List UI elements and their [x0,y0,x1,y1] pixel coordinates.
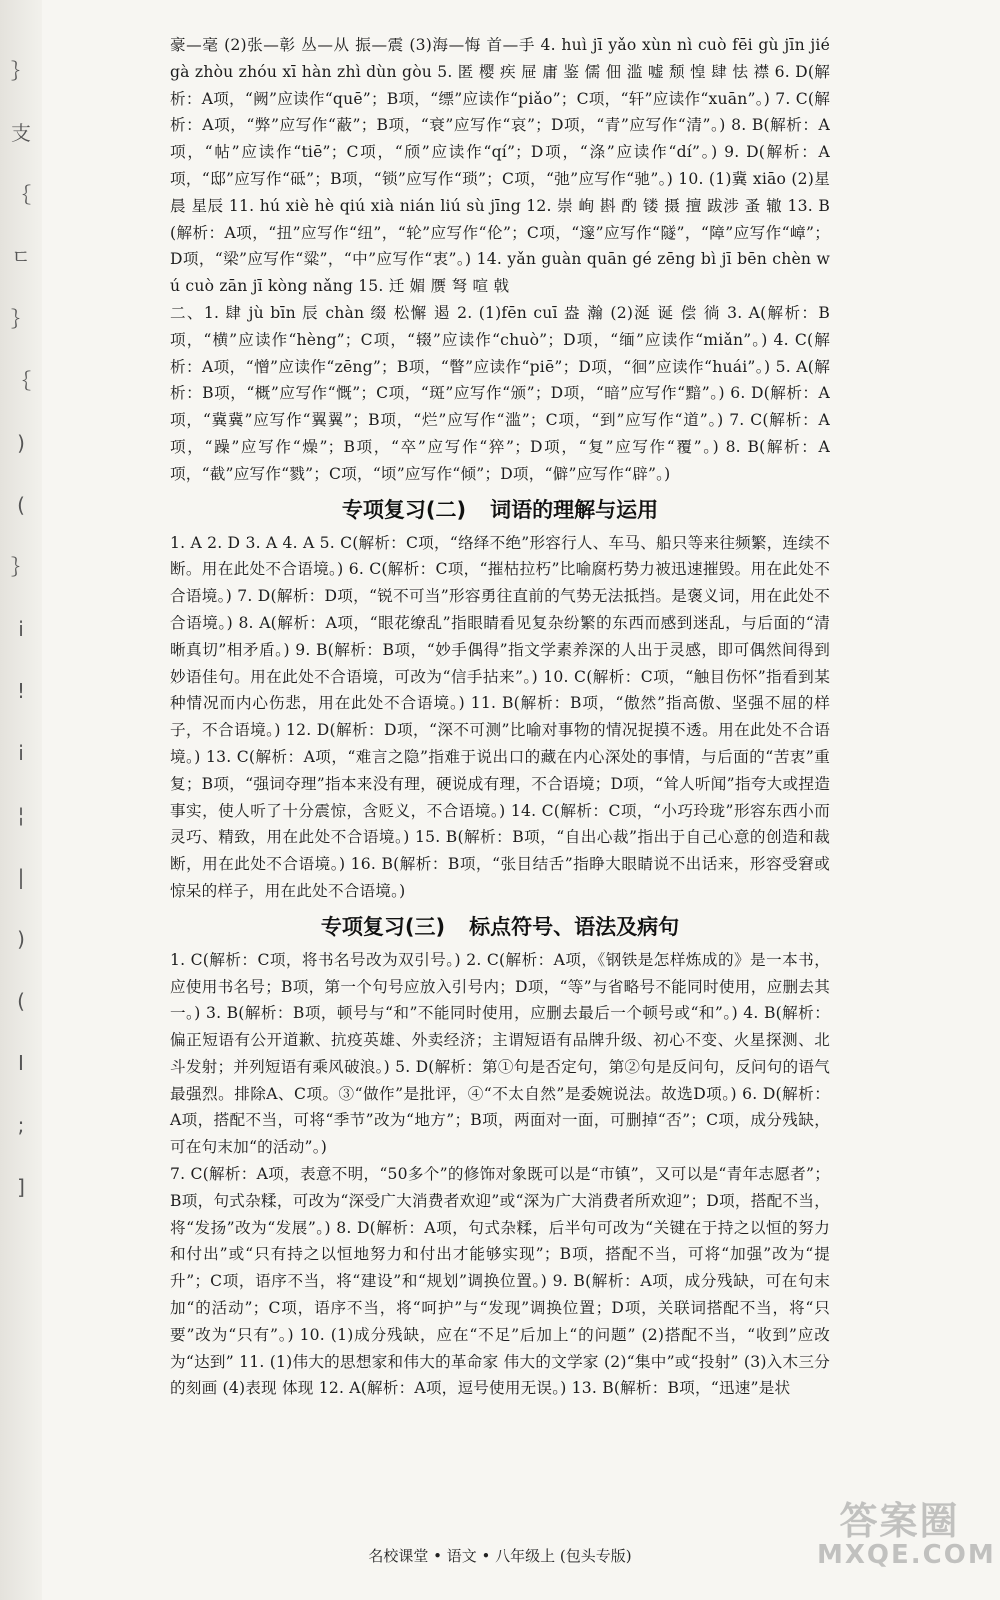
margin-mark: ¦ [17,803,25,827]
margin-mark: ( [17,493,25,517]
margin-mark: ｝ [11,59,31,83]
section-title: 标点符号、语法及病句 [469,914,680,939]
margin-mark: | [17,865,25,889]
answer-paragraph: 7. C(解析：A项，表意不明，“50多个”的修饰对象既可以是“市镇”，又可以是“青年志愿者”；B项，句式杂糅，可改为“深受广大消费者欢迎”或“深为广大消费者所欢迎”；D项，搭配不当，将“发扬”改为“发展”。) 8. D(解析：A项，句式杂糅，后半句可改为“关键在于持之以恒的努力和付出”或“只有持之以恒地努力和付出才能够实现”；B项，搭配不当，可将“加强”改为“提升”；C项，语序不当，将“建设”和“规划”调换位置。) 9. B(解析：A项，成分残缺，可在句末加“的活动”；C项，语序不当，将“呵护”与“发现”调换位置；D项，关联词搭配不当，将“只要”改为“只有”。) 10. (1)成分残缺，应在“不足”后加上“的问题” (2)搭配不当，“收到”应改为“达到” 11. (1)伟大的思想家和伟大的革命家 伟大的文学家 (2)“集中”或“投射” (3)入木三分 的刻画 (4)表现 体现 12. A(解析：A项，逗号使用无误。) 13. B(解析：B项，“迅速”是状 [170,1165,830,1398]
answer-paragraph: 二、1. 肆 jù bīn 辰 chàn 缀 松懈 遏 2. (1)fēn cuī 盎 瀚 (2)涎 诞 偿 徜 3. A(解析：B项，“横”应读作“hèng”；C项，“辍”应读作“chuò”；D项，“缅”应读作“miǎn”。) 4. C(解析：A项，“憎”应读作“zēng”；B项，“瞥”应读作“piē”；D项，“徊”应读作“huái”。) 5. A(解析：B项，“概”应写作“慨”；C项，“斑”应写作“颁”；D项，“暗”应写作“黯”。) 6. D(解析：A项，“冀冀”应写作“翼翼”；B项，“烂”应写作“滥”；C项，“到”应写作“道”。) 7. C(解析：A项，“躁”应写作“燥”；B项，“卒”应写作“猝”；D项，“复”应写作“覆”。) 8. B(解析：A项，“截”应写作“戮”；C项，“顷”应写作“倾”；D项，“僻”应写作“辟”。) [170,303,830,483]
margin-mark: i [18,617,24,641]
watermark-logo [817,1490,996,1578]
margin-mark: I [18,1051,24,1075]
section-title: 词语的理解与运用 [490,497,659,522]
margin-mark: ｝ [11,307,31,331]
margin-mark: ! [16,679,26,703]
margin-mark: ｝ [11,555,31,579]
answer-paragraph: 1. A 2. D 3. A 4. A 5. C(解析：C项，“络绎不绝”形容行人、车马、船只等来往频繁，连续不断。用在此处不合语境。) 6. C(解析：C项，“摧枯拉朽”比喻腐朽势力被迅速摧毁。用在此处不合语境。) 7. D(解析：D项，“锐不可当”形容勇往直前的气势无法抵挡。是褒义词，用在此处不合语境。) 8. A(解析：A项，“眼花缭乱”指眼睛看见复杂纷繁的东西而感到迷乱，与后面的“清晰真切”相矛盾。) 9. B(解析：B项，“妙手偶得”指文学素养深的人出于灵感，即可偶然间得到妙语佳句。用在此处不合语境，可改为“信手拈来”。) 10. C(解析：C项，“触目伤怀”指看到某种情况而内心伤悲，用在此处不合语境。) 11. B(解析：B项，“傲然”指高傲、坚强不屈的样子，不合语境。) 12. D(解析：D项，“深不可测”比喻对事物的情况捉摸不透。用在此处不合语境。) 13. C(解析：A项，“难言之隐”指难于说出口的藏在内心深处的事情，与后面的“苦衷”重复；B项，“强词夺理”指本来没有理，硬说成有理，不合语境；D项，“耸人听闻”指夸大或捏造事实，使人听了十分震惊，含贬义，不合语境。) 14. C(解析：C项，“小巧玲珑”形容东西小而灵巧、精致，用在此处不合语境。) 15. B(解析：B项，“自出心裁”指出于自己心意的创造和裁断，用在此处不合语境。) 16. B(解析：B项，“张目结舌”指睁大眼睛说不出话来，形容受窘或惊呆的样子，用在此处不合语境。) [170,533,830,900]
watermark-url: MXQE.COM [817,1540,996,1570]
section-number: 专项复习(三) [320,914,446,939]
margin-marks [10,40,32,1218]
answer-page [170,32,830,1402]
section-number: 专项复习(二) [341,497,467,522]
section-heading [170,494,830,526]
margin-mark: ｛ [11,183,31,207]
watermark-text: 答案圈 [839,1499,960,1543]
margin-mark: ) [17,927,25,951]
binding-margin [0,0,42,1600]
margin-mark: ] [17,1175,25,1199]
section-heading [170,911,830,943]
margin-mark: i [18,741,24,765]
margin-mark: ( [17,989,25,1013]
section-2 [170,530,830,905]
margin-mark: ｛ [11,369,31,393]
answer-paragraph: 豪—毫 (2)张—彰 丛—从 振—震 (3)海—悔 首—手 4. huì jī yǎo xùn nì cuò fēi gù jīn jié gà zhòu zhóu xī hàn zhì dùn gòu 5. 匿 樱 疾 屉 庸 鉴 儒 佃 滥 嘘 颓 惶 肆 怯 襟 6. D(解析：A项，“阙”应读作“quē”；B项，“缥”应读作“piǎo”；C项，“轩”应读作“xuān”。) 7. C(解析：A项，“弊”应写作“蔽”；B项，“衰”应写作“哀”；D项，“青”应写作“清”。) 8. B(解析：A项，“帖”应读作“tiē”；C项，“颀”应读作“qí”；D项，“涤”应读作“dí”。) 9. D(解析：A项，“邸”应写作“砥”；B项，“锁”应写作“琐”；C项，“弛”应写作“驰”。) 10. (1)冀 xiāo (2)星晨 星辰 11. hú xiè hè qiú xià nián liú sù jīng 12. 崇 峋 斟 酌 镂 摄 擅 跋涉 蚤 辙 13. B(解析：A项，“扭”应写作“纽”，“轮”应写作“伦”；C项，“邃”应写作“隧”，“障”应写作“嶂”；D项，“梁”应写作“粱”，“中”应写作“衷”。) 14. yǎn guàn quān gé zēng bì jī bēn chèn wú cuò zān jī kòng nǎng 15. 迁 媚 赝 弩 喧 戟 [170,36,831,296]
margin-mark: ) [17,431,25,455]
margin-mark: 支 [11,121,31,145]
page-footer: 名校课堂 • 语文 • 八年级上 (包头专版) [368,1547,632,1565]
answer-paragraph: 1. C(解析：C项，将书名号改为双引号。) 2. C(解析：A项，《钢铁是怎样炼成的》是一本书，应使用书名号；B项，第一个句号应放入引号内；D项，“等”与省略号不能同时使用，应删去其一。) 3. B(解析：B项，顿号与“和”不能同时使用，应删去最后一个顿号或“和”。) 4. B(解析：偏正短语有公开道歉、抗疫英雄、外卖经济；主谓短语有品牌升级、初心不变、火星探测、北斗发射；并列短语有乘风破浪。) 5. D(解析：第①句是否定句，第②句是反问句，反问句的语气最强烈。排除A、C项。③“做作”是批评，④“不太自然”是委婉说法。故选D项。) 6. D(解析：A项，搭配不当，可将“季节”改为“地方”；B项，两面对一面，可删掉“否”；C项，成分残缺，可在句末加“的活动”。) [170,950,830,1157]
section-1 [170,32,830,488]
margin-mark: ㄷ [11,245,31,269]
section-3 [170,947,830,1403]
margin-mark: ; [17,1113,25,1137]
